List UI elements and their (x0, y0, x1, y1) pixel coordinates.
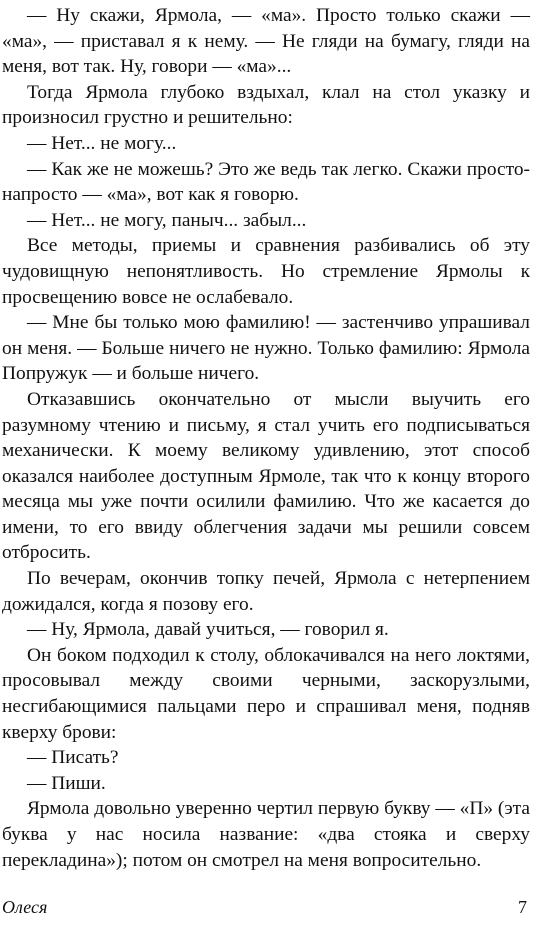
paragraph: По вечерам, окончив топку печей, Ярмола с нетерпением дожидался, когда я позову его. (2, 568, 530, 615)
body-text (2, 3, 530, 873)
paragraph: — Нет... не могу... (27, 132, 177, 154)
paragraph: Тогда Ярмола глубоко вздыхал, клал на стол указку и произносил грустно и решительно: (2, 81, 530, 129)
paragraph: — Ну скажи, Ярмола, — «ма». Просто только скажи — «ма», — приставал я к нему. — Не гляди на бумагу, гляди на меня, вот так. Ну, говори — «ма»... (2, 5, 530, 78)
paragraph: Он боком подходил к столу, облокачивался на него локтями, просовывал между своими черными, заскорузлыми, несгибающимися пальцами перо и спрашивал меня, подняв кверху брови: (2, 644, 530, 743)
paragraph: — Ну, Ярмола, давай учиться, — говорил я. (27, 619, 389, 641)
paragraph: — Нет... не могу, паныч... забыл... (27, 209, 307, 231)
paragraph: Все методы, приемы и сравнения разбивались об эту чудовищную непонятливость. Но стремление Ярмолы к просвещению вовсе не ослабевало. (2, 235, 530, 308)
paragraph: — Как же не можешь? Это же ведь так легко. Скажи просто-напросто — «ма», вот как я говорю. (2, 158, 530, 206)
paragraph: — Писать? (27, 747, 119, 769)
page-footer (2, 897, 527, 923)
page-number: 7 (518, 897, 527, 917)
running-title: Олеся (2, 897, 48, 917)
paragraph: Отказавшись окончательно от мысли выучить его разумному чтению и письму, я стал учить его подписываться механически. К моему великому удивлению, этот способ оказался наиболее доступным Ярмоле, так что к концу второго месяца мы уже почти осилили фамилию. Что же касается до имени, то его ввиду облегчения задачи мы решили совсем отбросить. (2, 388, 530, 564)
paragraph: — Мне бы только мою фамилию! — застенчиво упрашивал он меня. — Больше ничего не нужно. Только фамилию: Ярмола Попружук — и больше ничего. (2, 312, 530, 385)
paragraph: — Пиши. (27, 772, 106, 794)
paragraph: Ярмола довольно уверенно чертил первую букву — «П» (эта буква у нас носила название: «два стояка и сверху перекладина»); потом он смотрел на меня вопросительно. (2, 798, 530, 871)
